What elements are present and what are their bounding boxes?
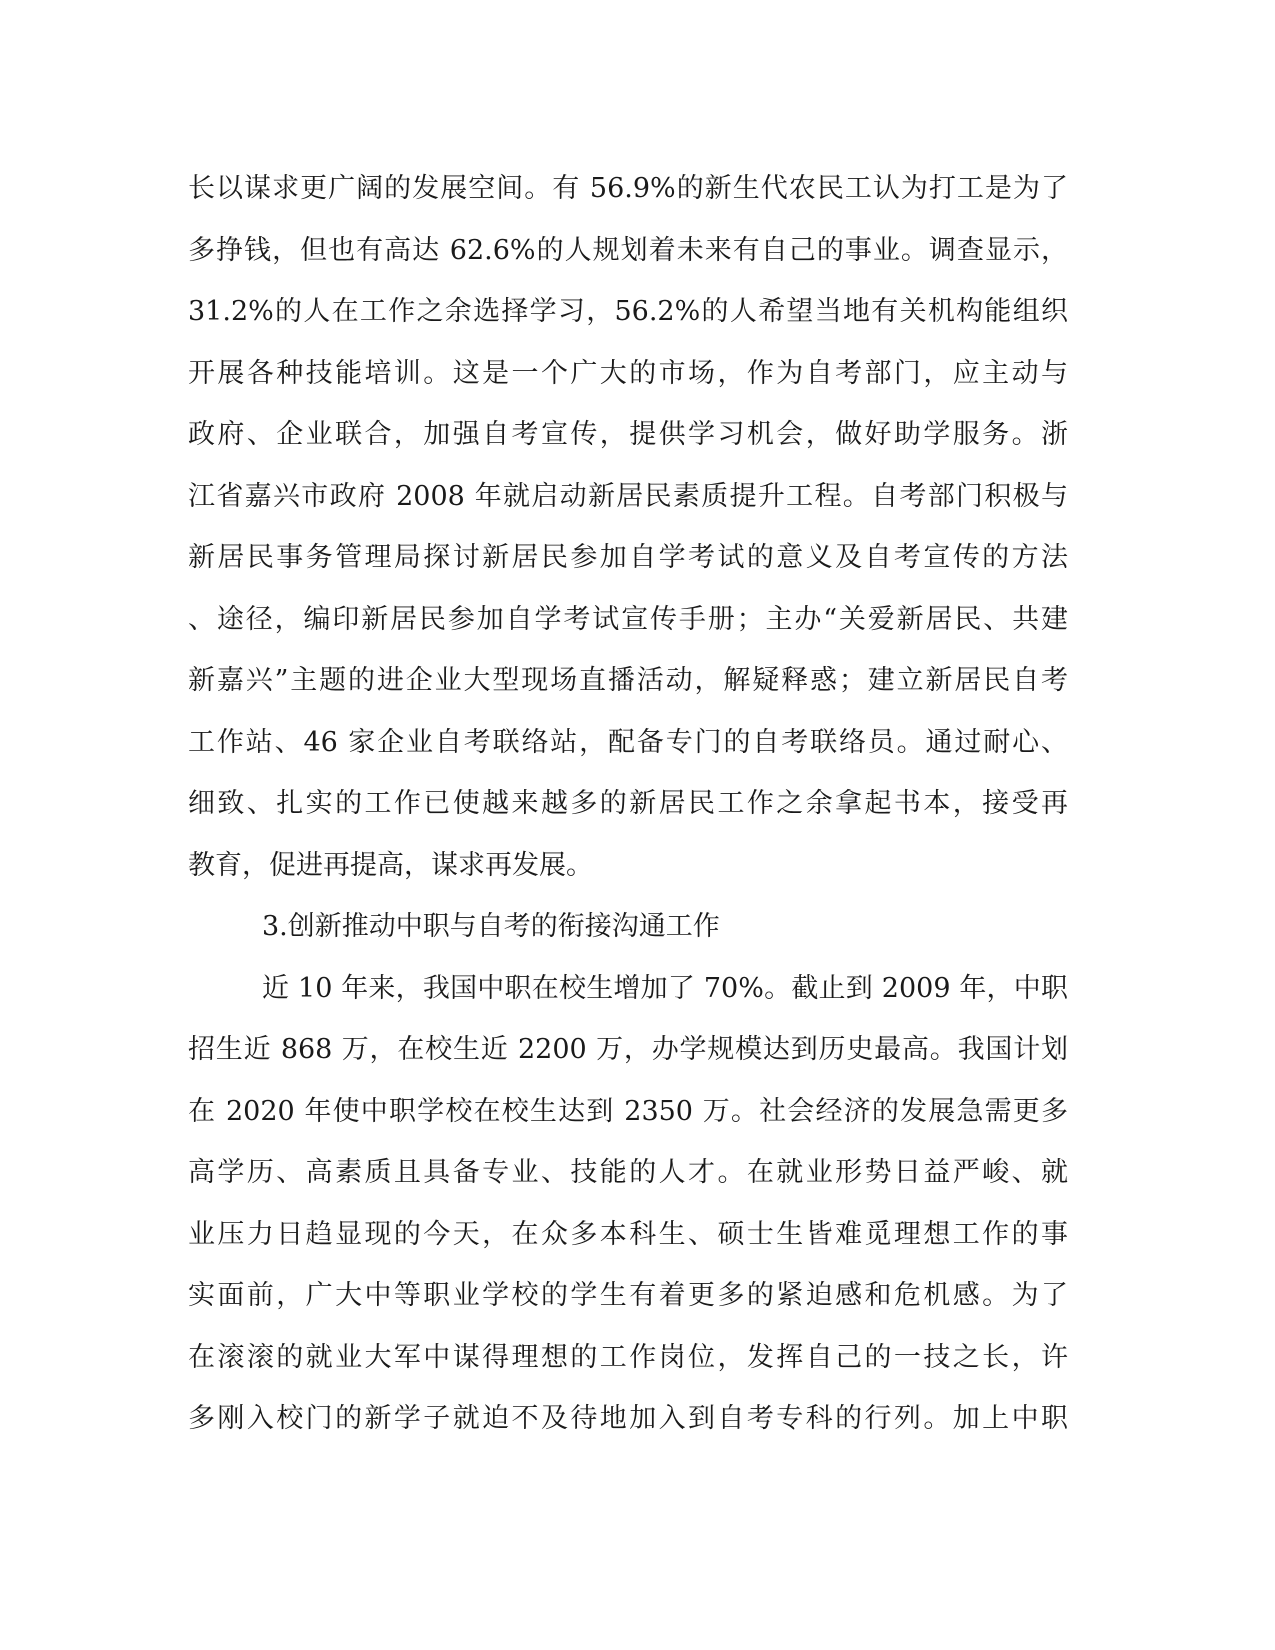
text-line: 在滚滚的就业大军中谋得理想的工作岗位，发挥自己的一技之长，许 <box>188 1341 1068 1373</box>
text-line: 在 2020 年使中职学校在校生达到 2350 万。社会经济的发展急需更多 <box>188 1095 1068 1127</box>
text-line: 、途径，编印新居民参加自学考试宣传手册；主办“关爱新居民、共建 <box>188 603 1068 635</box>
text-line: 工作站、46 家企业自考联络站，配备专门的自考联络员。通过耐心、 <box>188 726 1068 758</box>
text-line: 新居民事务管理局探讨新居民参加自学考试的意义及自考宣传的方法 <box>188 542 1068 573</box>
text-line: 新嘉兴”主题的进企业大型现场直播活动，解疑释惑；建立新居民自考 <box>188 665 1068 696</box>
text-line: 实面前，广大中等职业学校的学生有着更多的紧迫感和危机感。为了 <box>188 1280 1068 1311</box>
text-line: 业压力日趋显现的今天，在众多本科生、硕士生皆难觅理想工作的事 <box>188 1218 1068 1250</box>
text-line: 多挣钱，但也有高达 62.6%的人规划着未来有自己的事业。调查显示， <box>188 234 1068 266</box>
text-line: 开展各种技能培训。这是一个广大的市场，作为自考部门，应主动与 <box>188 357 1068 389</box>
text-line: 江省嘉兴市政府 2008 年就启动新居民素质提升工程。自考部门积极与 <box>188 480 1068 512</box>
text-line: 招生近 868 万，在校生近 2200 万，办学规模达到历史最高。我国计划 <box>188 1034 1068 1065</box>
body-text <box>188 158 1068 1450</box>
text-line: 31.2%的人在工作之余选择学习，56.2%的人希望当地有关机构能组织 <box>188 296 1068 327</box>
text-line: 多刚入校门的新学子就迫不及待地加入到自考专科的行列。加上中职 <box>188 1403 1068 1434</box>
text-line: 高学历、高素质且具备专业、技能的人才。在就业形势日益严峻、就 <box>188 1157 1068 1188</box>
text-line: 政府、企业联合，加强自考宣传，提供学习机会，做好助学服务。浙 <box>188 419 1068 450</box>
text-line: 长以谋求更广阔的发展空间。有 56.9%的新生代农民工认为打工是为了 <box>188 173 1068 204</box>
text-line: 教育，促进再提高，谋求再发展。 <box>188 849 593 881</box>
text-line: 近 10 年来，我国中职在校生增加了 70%。截止到 2009 年，中职 <box>262 972 1068 1004</box>
text-line: 细致、扎实的工作已使越来越多的新居民工作之余拿起书本，接受再 <box>188 788 1068 819</box>
section-heading: 3.创新推动中职与自考的衔接沟通工作 <box>262 911 720 942</box>
